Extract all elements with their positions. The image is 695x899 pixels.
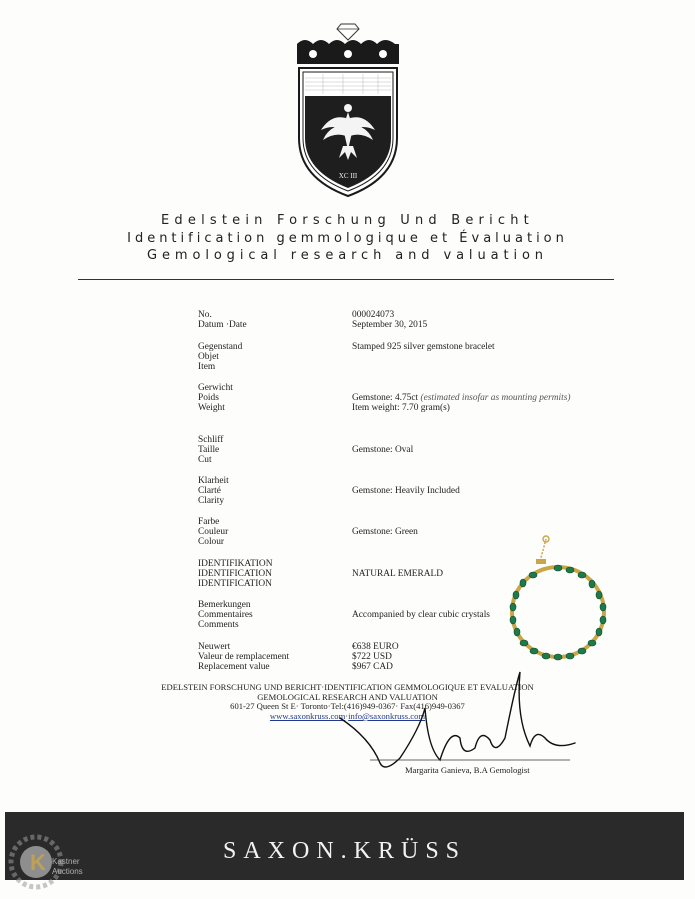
weight-note: (estimated insofar as mounting permits) (420, 393, 571, 403)
label-item-en: Item (198, 362, 216, 372)
link-separator: · (345, 711, 349, 721)
label-comments-fr: Commentaires (198, 610, 253, 620)
label-value-fr: Valeur de remplacement (198, 652, 290, 662)
label-cut-en: Cut (198, 455, 212, 465)
label-identification-de: IDENTIFIKATION (198, 559, 273, 569)
gemstone-weight-value: Gemstone: 4.75ct (352, 393, 419, 403)
label-colour-de: Farbe (198, 517, 220, 527)
label-colour-fr: Couleur (198, 527, 229, 537)
label-value-en: Replacement value (198, 662, 270, 672)
value-euro: €638 EURO (352, 642, 399, 652)
identification-value: NATURAL EMERALD (352, 569, 444, 579)
label-cut-fr: Taille (198, 445, 220, 455)
label-weight-en: Weight (198, 403, 225, 413)
signature (330, 668, 580, 778)
brand-name: SAXON.KRÜSS (222, 838, 467, 864)
comments-value: Accompanied by clear cubic crystals (352, 610, 490, 620)
title-german: Edelstein Forschung Und Bericht (161, 213, 534, 228)
cut-value: Gemstone: Oval (352, 445, 414, 455)
label-cut-de: Schliff (198, 435, 224, 445)
item-description: Stamped 925 silver gemstone bracelet (352, 342, 495, 352)
watermark-text: Kastner (52, 857, 80, 866)
crest-emblem (293, 18, 403, 200)
gemstone-weight (352, 393, 570, 403)
label-no: No. (198, 310, 212, 320)
diamond-icon (337, 24, 359, 40)
label-clarity-en: Clarity (198, 496, 225, 506)
value-usd: $722 USD (352, 652, 392, 662)
label-item-de: Gegenstand (198, 342, 243, 352)
label-value-de: Neuwert (198, 642, 231, 652)
auction-watermark (8, 832, 106, 892)
certificate-number: 000024073 (352, 310, 395, 320)
bracelet-photo (500, 535, 615, 665)
signatory-name: Margarita Ganieva, B.A Gemologist (405, 765, 530, 775)
value-cad: $967 CAD (352, 662, 393, 672)
label-item-fr: Objet (198, 352, 219, 362)
certificate-date: September 30, 2015 (352, 320, 428, 330)
title-english: Gemological research and valuation (147, 248, 548, 263)
header-divider (78, 279, 614, 280)
label-comments-de: Bemerkungen (198, 600, 251, 610)
footer-research-line: GEMOLOGICAL RESEARCH AND VALUATION (257, 692, 438, 702)
colour-value: Gemstone: Green (352, 527, 418, 537)
svg-text:K: K (30, 850, 46, 875)
clarity-value: Gemstone: Heavily Included (352, 486, 460, 496)
footer-address: 601-27 Queen St E· Toronto·Tel:(416)949-0367· Fax(416)949-0367 (230, 701, 465, 711)
email-link[interactable]: info@saxonkruss.com (348, 711, 426, 721)
label-date: Datum ·Date (198, 320, 247, 330)
label-clarity-fr: Clarté (198, 486, 221, 496)
label-clarity-de: Klarheit (198, 476, 229, 486)
item-weight: Item weight: 7.70 gram(s) (352, 403, 450, 413)
svg-text:Auctions: Auctions (52, 867, 83, 876)
label-comments-en: Comments (198, 620, 239, 630)
crest-number: XC III (338, 172, 358, 180)
brand-banner (5, 812, 684, 880)
website-link[interactable]: www.saxonkruss.com (269, 711, 346, 721)
label-identification-en: IDENTIFICATION (198, 579, 272, 589)
title-french: Identification gemmologique et Évaluation (127, 231, 568, 246)
label-identification-fr: IDENTIFICATION (198, 569, 272, 579)
label-weight-fr: Poids (198, 393, 219, 403)
label-weight-de: Gerwicht (198, 383, 233, 393)
footer-company-line: EDELSTEIN FORSCHUNG UND BERICHT·IDENTIFICATION GEMMOLOGIQUE ET EVALUATION (161, 682, 534, 692)
label-colour-en: Colour (198, 537, 225, 547)
